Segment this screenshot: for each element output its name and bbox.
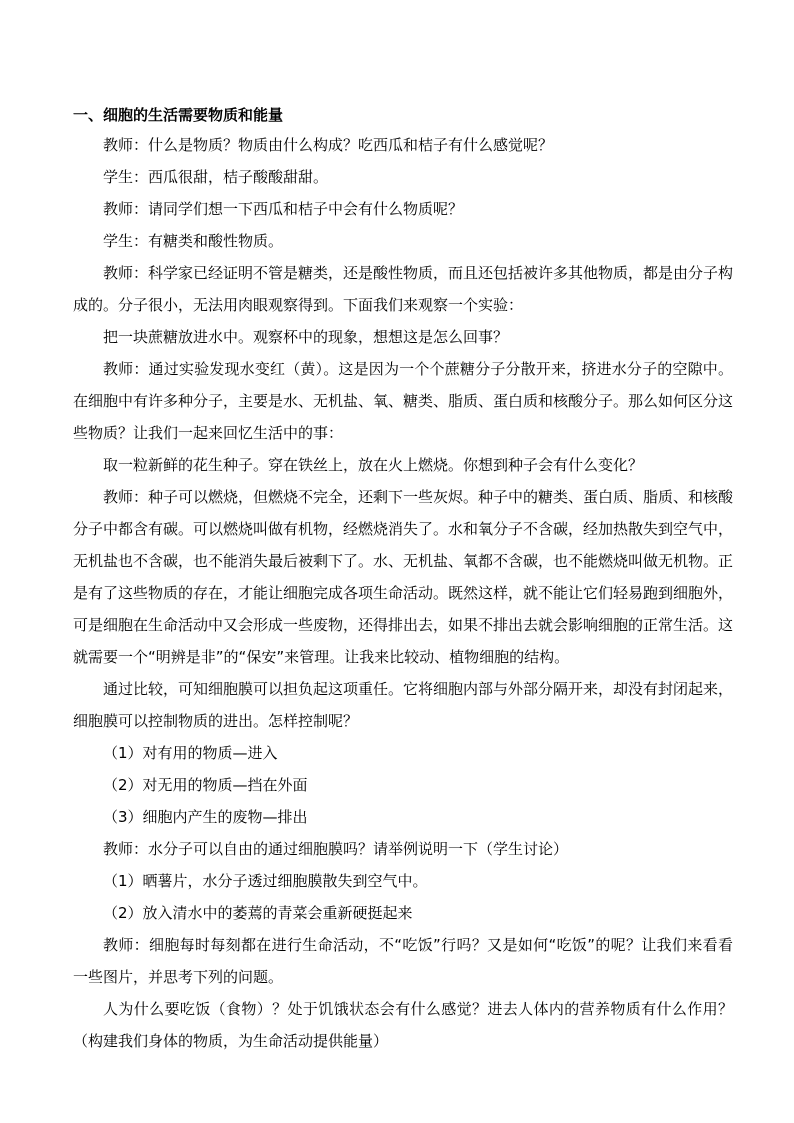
paragraph: 把一块蔗糖放进水中。观察杯中的现象，想想这是怎么回事？ xyxy=(103,328,509,346)
list-item: （1）对有用的物质—进入 xyxy=(103,744,278,762)
paragraph: 教师：什么是物质？物质由什么构成？吃西瓜和桔子有什么感觉呢？ xyxy=(103,136,554,154)
list-item: （2）放入清水中的萎蔫的青菜会重新硬挺起来 xyxy=(103,904,413,922)
section-heading: 一、细胞的生活需要物质和能量 xyxy=(73,106,284,124)
paragraph: 学生：有糖类和酸性物质。 xyxy=(103,232,284,250)
paragraph: 教师：科学家已经证明不管是糖类，还是酸性物质，而且还包括被许多其他物质，都是由分子构成的。分子很小，无法用肉眼观察得到。下面我们来观察一个实验： xyxy=(73,264,734,314)
paragraph: 学生：西瓜很甜，桔子酸酸甜甜。 xyxy=(103,168,329,186)
list-item: （2）对无用的物质—挡在外面 xyxy=(103,776,308,794)
paragraph: 教师：细胞每时每刻都在进行生命活动，不“吃饭”行吗？又是如何“吃饭”的呢？让我们来看看一些图片，并思考下列的问题。 xyxy=(73,936,733,986)
paragraph: 教师：请同学们想一下西瓜和桔子中会有什么物质呢？ xyxy=(103,200,464,218)
paragraph: 教师：水分子可以自由的通过细胞膜吗？请举例说明一下（学生讨论） xyxy=(103,840,569,858)
list-item: （1）晒薯片，水分子透过细胞膜散失到空气中。 xyxy=(103,872,428,890)
document-body xyxy=(73,129,733,1057)
paragraph: 人为什么要吃饭（食物）？处于饥饿状态会有什么感觉？进去人体内的营养物质有什么作用？（构建我们身体的物质，为生命活动提供能量） xyxy=(73,1000,733,1050)
paragraph: 教师：种子可以燃烧，但燃烧不完全，还剩下一些灰烬。种子中的糖类、蛋白质、脂质、和核酸分子中都含有碳。可以燃烧叫做有机物，经燃烧消失了。水和氧分子不含碳，经加热散失到空气中，无机盐也不含碳，也不能消失最后被剩下了。水、无机盐、氧都不含碳，也不能燃烧叫做无机物。正是有了这些物质的存在，才能让细胞完成各项生命活动。既然这样，就不能让它们轻易跑到细胞外，可是细胞在生命活动中又会形成一些废物，还得排出去，如果不排出去就会影响细胞的正常生活。这就需要一个“明辨是非”的“保安”来管理。让我来比较动、植物细胞的结构。 xyxy=(73,488,734,666)
paragraph: 取一粒新鲜的花生种子。穿在铁丝上，放在火上燃烧。你想到种子会有什么变化？ xyxy=(103,456,644,474)
paragraph: 通过比较，可知细胞膜可以担负起这项重任。它将细胞内部与外部分隔开来，却没有封闭起来，细胞膜可以控制物质的进出。怎样控制呢？ xyxy=(73,680,734,730)
paragraph: 教师：通过实验发现水变红（黄）。这是因为一个个蔗糖分子分散开来，挤进水分子的空隙中。在细胞中有许多种分子，主要是水、无机盐、氧、糖类、脂质、蛋白质和核酸分子。那么如何区分这些物质？让我们一起来回忆生活中的事： xyxy=(73,360,734,442)
list-item: （3）细胞内产生的废物—排出 xyxy=(103,808,308,826)
